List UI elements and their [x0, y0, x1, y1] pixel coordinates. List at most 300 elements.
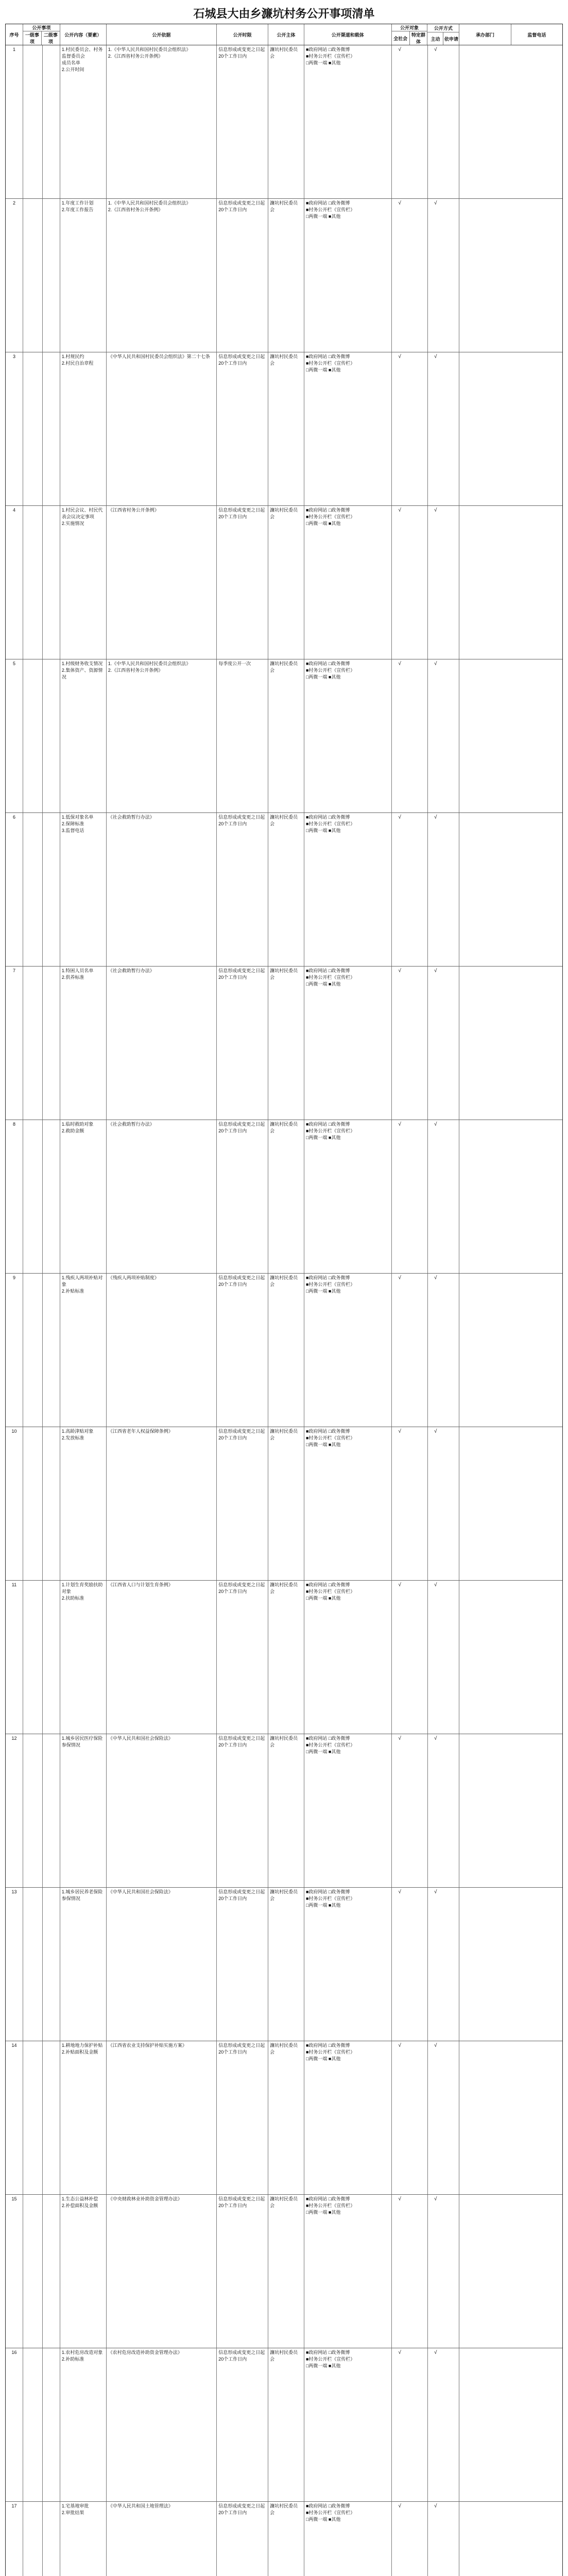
- time-cell: [217, 45, 268, 198]
- row-number: 15: [6, 2195, 23, 2348]
- table-row: [6, 1734, 562, 1888]
- channel-line: □两微一端 ■其他: [305, 1749, 341, 1754]
- basis-cell: [107, 813, 217, 966]
- subject-cell: 濂坑村民委员会: [268, 1888, 304, 2041]
- basis-line: 2.《江西省村务公开条例》: [108, 668, 163, 673]
- channel-line: ■政府网站 □政务微博: [305, 1275, 350, 1280]
- channel-line: ■村务公开栏（宣传栏）: [305, 1435, 355, 1440]
- mode-active-check: √: [434, 1736, 437, 1741]
- mode-cell: [428, 1427, 460, 1580]
- mode-request-check: [443, 2042, 459, 2193]
- scope-specific-check: [408, 1275, 424, 1426]
- channel-line: □两微一端 ■其他: [305, 367, 341, 372]
- time-cell: [217, 2348, 268, 2501]
- row-number: 12: [6, 1734, 23, 1887]
- scope-specific-check: [408, 2503, 424, 2576]
- channel-line: ■政府网站 □政务微博: [305, 2350, 350, 2355]
- mode-active-check: √: [434, 815, 437, 820]
- scope-cell: [392, 2502, 428, 2576]
- remark-cell: [459, 1427, 562, 1580]
- channel-line: □两微一端 ■其他: [305, 1289, 341, 1294]
- channel-line: ■政府网站 □政务微博: [305, 47, 350, 52]
- content-cell: [60, 506, 107, 659]
- scope-cell: [392, 2195, 428, 2348]
- channel-cell: [304, 2041, 392, 2194]
- subject-cell: 濂坑村民委员会: [268, 1581, 304, 1734]
- row-number: 6: [6, 813, 23, 966]
- basis-line: 《江西省农业支持保护补贴实施方案》: [108, 2043, 187, 2048]
- scope-all-check: √: [398, 1429, 401, 1434]
- channel-line: □两微一端 ■其他: [305, 2517, 341, 2522]
- level2-cell: [43, 2348, 60, 2501]
- scope-specific-check: [408, 1582, 424, 1733]
- time-cell: [217, 1888, 268, 2041]
- content-line: 2.补贴标准: [61, 1289, 84, 1294]
- basis-cell: [107, 1120, 217, 1273]
- basis-line: 2.《江西省村务公开条例》: [108, 207, 163, 212]
- channel-line: ■政府网站 □政务微博: [305, 1429, 350, 1434]
- level2-cell: [43, 659, 60, 812]
- basis-line: 《社会救助暂行办法》: [108, 815, 154, 820]
- table-row: [6, 2195, 562, 2348]
- content-cell: [60, 1120, 107, 1273]
- content-line: 1.低保对象名单: [61, 815, 94, 820]
- level2-cell: [43, 1120, 60, 1273]
- content-line: 1.高龄津贴对象: [61, 1429, 94, 1434]
- channel-line: ■村务公开栏（宣传栏）: [305, 2203, 355, 2208]
- scope-all-check: √: [398, 1736, 401, 1741]
- header-scope-all: 全社会: [392, 31, 410, 45]
- row-number: 1: [6, 45, 23, 198]
- level1-cell: [23, 1120, 43, 1273]
- mode-cell: [428, 813, 460, 966]
- content-cell: [60, 1734, 107, 1887]
- content-cell: [60, 1427, 107, 1580]
- remark-cell: [459, 967, 562, 1120]
- scope-specific-check: [408, 200, 424, 351]
- basis-cell: [107, 2041, 217, 2194]
- scope-cell: [392, 2348, 428, 2501]
- table-row: [6, 1274, 562, 1427]
- header-mode-label: 公开方式: [427, 24, 459, 32]
- header-mode-active: 主动: [427, 32, 443, 45]
- channel-line: ■村务公开栏（宣传栏）: [305, 821, 355, 826]
- content-line: 2.发放标准: [61, 1435, 84, 1440]
- content-cell: [60, 2041, 107, 2194]
- scope-cell: [392, 2041, 428, 2194]
- mode-cell: [428, 1120, 460, 1273]
- content-line: 2.补助标准: [61, 2357, 84, 2362]
- basis-line: 《中华人民共和国社会保险法》: [108, 1736, 173, 1741]
- level1-cell: [23, 1581, 43, 1734]
- header-subject: 公开主体: [268, 24, 304, 45]
- table-row: [6, 506, 562, 659]
- channel-cell: [304, 813, 392, 966]
- content-line: 成员名单: [61, 60, 80, 65]
- basis-cell: [107, 199, 217, 352]
- scope-cell: [392, 199, 428, 352]
- header-channel: 公开渠道和载体: [304, 24, 392, 45]
- channel-line: ■政府网站 □政务微博: [305, 815, 350, 820]
- time-cell: [217, 199, 268, 352]
- content-line: 2.公开时间: [61, 67, 84, 72]
- time-cell: [217, 2041, 268, 2194]
- subject-cell: 濂坑村民委员会: [268, 199, 304, 352]
- channel-line: □两微一端 ■其他: [305, 521, 341, 526]
- channel-line: ■村务公开栏（宣传栏）: [305, 207, 355, 212]
- basis-line: 1.《中华人民共和国村民委员会组织法》: [108, 200, 191, 206]
- basis-cell: [107, 2348, 217, 2501]
- remark-cell: [459, 2348, 562, 2501]
- channel-line: ■村务公开栏（宣传栏）: [305, 2357, 355, 2362]
- header-no: 序号: [6, 24, 23, 45]
- subject-cell: 濂坑村民委员会: [268, 1427, 304, 1580]
- mode-cell: [428, 1734, 460, 1887]
- time-cell: [217, 967, 268, 1120]
- content-line: 2.村民自治章程: [61, 361, 94, 366]
- content-line: 2.集体资产、资源情况: [61, 668, 103, 680]
- time-line: 信息形成或变更之日起20个工作日内: [218, 2503, 265, 2515]
- basis-cell: [107, 1427, 217, 1580]
- time-line: 信息形成或变更之日起20个工作日内: [218, 507, 265, 519]
- table-row: [6, 1427, 562, 1581]
- row-number: 16: [6, 2348, 23, 2501]
- channel-cell: [304, 1274, 392, 1427]
- row-number: 7: [6, 967, 23, 1120]
- level1-cell: [23, 1888, 43, 2041]
- channel-line: ■村务公开栏（宣传栏）: [305, 1589, 355, 1594]
- mode-request-check: [443, 814, 459, 965]
- row-number: 11: [6, 1581, 23, 1734]
- level1-cell: [23, 659, 43, 812]
- subject-cell: 濂坑村民委员会: [268, 967, 304, 1120]
- channel-line: ■村务公开栏（宣传栏）: [305, 1282, 355, 1287]
- channel-line: ■政府网站 □政务微博: [305, 2043, 350, 2048]
- row-number: 9: [6, 1274, 23, 1427]
- mode-active-check: √: [434, 1889, 437, 1895]
- mode-cell: [428, 1274, 460, 1427]
- header-scope-specific: 特定群体: [411, 32, 426, 44]
- scope-all-check: √: [398, 1582, 401, 1588]
- remark-cell: [459, 1274, 562, 1427]
- mode-request-check: [443, 2196, 459, 2347]
- row-number: 4: [6, 506, 23, 659]
- content-cell: [60, 813, 107, 966]
- basis-cell: [107, 1581, 217, 1734]
- content-line: 1.临时救助对象: [61, 1122, 94, 1127]
- scope-all-check: √: [398, 1122, 401, 1127]
- channel-line: □两微一端 ■其他: [305, 674, 341, 680]
- scope-all-check: √: [398, 1275, 401, 1281]
- table-row: [6, 352, 562, 506]
- channel-line: □两微一端 ■其他: [305, 828, 341, 833]
- basis-cell: [107, 967, 217, 1120]
- time-line: 信息形成或变更之日起20个工作日内: [218, 47, 265, 59]
- scope-cell: [392, 1888, 428, 2041]
- remark-cell: [459, 45, 562, 198]
- basis-cell: [107, 1734, 217, 1887]
- mode-cell: [428, 1581, 460, 1734]
- channel-cell: [304, 1581, 392, 1734]
- table-row: [6, 1120, 562, 1274]
- mode-request-check: [443, 660, 459, 811]
- basis-line: 《中华人民共和国土地管理法》: [108, 2503, 173, 2509]
- header-mode-request: 依申请: [444, 36, 458, 42]
- scope-all-check: √: [398, 661, 401, 667]
- basis-cell: [107, 1274, 217, 1427]
- table-row: [6, 45, 562, 199]
- content-line: 3.监督电话: [61, 828, 84, 833]
- mode-active-check: √: [434, 200, 437, 206]
- time-cell: [217, 2195, 268, 2348]
- table-row: [6, 1581, 562, 1734]
- table-row: [6, 2348, 562, 2502]
- table-header: [6, 24, 562, 45]
- level2-cell: [43, 1274, 60, 1427]
- channel-cell: [304, 45, 392, 198]
- time-cell: [217, 506, 268, 659]
- time-cell: [217, 1120, 268, 1273]
- mode-active-check: √: [434, 2350, 437, 2355]
- subject-cell: 濂坑村民委员会: [268, 1734, 304, 1887]
- remark-cell: [459, 199, 562, 352]
- content-cell: [60, 2502, 107, 2576]
- scope-all-check: √: [398, 2043, 401, 2048]
- time-cell: [217, 1734, 268, 1887]
- content-line: 1.农村危房改造对象: [61, 2350, 103, 2355]
- channel-line: ■村务公开栏（宣传栏）: [305, 514, 355, 519]
- channel-line: □两微一端 ■其他: [305, 214, 341, 219]
- scope-cell: [392, 506, 428, 659]
- basis-line: 2.《江西省村务公开条例》: [108, 54, 163, 59]
- scope-cell: [392, 1120, 428, 1273]
- header-level2: 二级事项: [43, 32, 58, 44]
- mode-active-check: √: [434, 968, 437, 974]
- scope-all-check: √: [398, 200, 401, 206]
- channel-line: ■政府网站 □政务微博: [305, 2503, 350, 2509]
- mode-active-check: √: [434, 1275, 437, 1281]
- channel-line: □两微一端 ■其他: [305, 1596, 341, 1601]
- remark-cell: [459, 659, 562, 812]
- header-remark-group: [459, 24, 562, 45]
- table-row: [6, 967, 562, 1120]
- channel-cell: [304, 199, 392, 352]
- channel-cell: [304, 506, 392, 659]
- basis-line: 《中央财政林业补助资金管理办法》: [108, 2196, 182, 2201]
- remark-cell: [459, 1888, 562, 2041]
- basis-line: 1.《中华人民共和国村民委员会组织法》: [108, 661, 191, 666]
- basis-line: 《江西省老年人权益保障条例》: [108, 1429, 173, 1434]
- header-level1: 一级事项: [23, 31, 42, 45]
- content-line: 1.年度工作计划: [61, 200, 94, 206]
- content-line: 1.村级财务收支情况: [61, 661, 103, 666]
- time-line: 信息形成或变更之日起20个工作日内: [218, 1736, 265, 1748]
- content-cell: [60, 1581, 107, 1734]
- channel-line: □两微一端 ■其他: [305, 1135, 341, 1140]
- mode-cell: [428, 506, 460, 659]
- basis-line: 《中华人民共和国社会保险法》: [108, 1889, 173, 1894]
- time-cell: [217, 1427, 268, 1580]
- channel-line: □两微一端 ■其他: [305, 981, 341, 987]
- table-row: [6, 2041, 562, 2195]
- time-line: 每季度公开一次: [218, 661, 251, 666]
- row-number: 10: [6, 1427, 23, 1580]
- basis-cell: [107, 352, 217, 505]
- scope-specific-check: [408, 2196, 424, 2347]
- content-line: 2.实施情况: [61, 521, 84, 526]
- remark-cell: [459, 2502, 562, 2576]
- basis-cell: [107, 45, 217, 198]
- content-line: 1.残疾人两项补贴对象: [61, 1275, 103, 1287]
- mode-active-check: √: [434, 2196, 437, 2202]
- level1-cell: [23, 45, 43, 198]
- header-basis: 公开依据: [107, 24, 217, 45]
- subject-cell: 濂坑村民委员会: [268, 506, 304, 659]
- scope-all-check: √: [398, 507, 401, 513]
- mode-active-check: √: [434, 1582, 437, 1588]
- content-line: 1.特困人员名单: [61, 968, 94, 973]
- content-line: 2.保障标准: [61, 821, 84, 826]
- level1-cell: [23, 506, 43, 659]
- channel-line: ■政府网站 □政务微博: [305, 661, 350, 666]
- level1-cell: [23, 967, 43, 1120]
- content-line: 2.救助金额: [61, 1128, 84, 1133]
- level2-cell: [43, 813, 60, 966]
- scope-specific-check: [408, 1121, 424, 1272]
- mode-cell: [428, 2041, 460, 2194]
- level2-cell: [43, 352, 60, 505]
- level1-cell: [23, 2195, 43, 2348]
- content-cell: [60, 45, 107, 198]
- row-number: 8: [6, 1120, 23, 1273]
- row-number: 2: [6, 199, 23, 352]
- channel-line: □两微一端 ■其他: [305, 1442, 341, 1447]
- content-line: 2.供养标准: [61, 975, 84, 980]
- header-scope-group: [392, 24, 428, 45]
- basis-line: 《中华人民共和国村民委员会组织法》第二十七条: [108, 354, 210, 359]
- content-line: 1.村民委员会、村务监督委员会: [61, 47, 103, 59]
- channel-line: ■政府网站 □政务微博: [305, 200, 350, 206]
- scope-all-check: √: [398, 968, 401, 974]
- channel-cell: [304, 967, 392, 1120]
- basis-line: 《残疾人两项补贴制度》: [108, 1275, 159, 1280]
- time-line: 信息形成或变更之日起20个工作日内: [218, 1582, 265, 1594]
- time-line: 信息形成或变更之日起20个工作日内: [218, 1122, 265, 1133]
- row-number: 17: [6, 2502, 23, 2576]
- level1-cell: [23, 813, 43, 966]
- scope-specific-check: [408, 46, 424, 197]
- mode-cell: [428, 45, 460, 198]
- content-cell: [60, 967, 107, 1120]
- mode-cell: [428, 1888, 460, 2041]
- time-line: 信息形成或变更之日起20个工作日内: [218, 200, 265, 212]
- channel-cell: [304, 1427, 392, 1580]
- time-line: 信息形成或变更之日起20个工作日内: [218, 354, 265, 366]
- basis-line: 《社会救助暂行办法》: [108, 968, 154, 973]
- content-line: 2.审批结果: [61, 2510, 84, 2515]
- scope-cell: [392, 1274, 428, 1427]
- basis-cell: [107, 506, 217, 659]
- content-line: 1.城乡居民医疗保险参保情况: [61, 1736, 103, 1748]
- channel-line: ■政府网站 □政务微博: [305, 1582, 350, 1587]
- mode-active-check: √: [434, 47, 437, 53]
- subject-cell: 濂坑村民委员会: [268, 2348, 304, 2501]
- channel-line: □两微一端 ■其他: [305, 2210, 341, 2215]
- time-line: 信息形成或变更之日起20个工作日内: [218, 2350, 265, 2362]
- channel-line: ■政府网站 □政务微博: [305, 968, 350, 973]
- mode-request-check: [443, 1582, 459, 1733]
- content-cell: [60, 1274, 107, 1427]
- level1-cell: [23, 1734, 43, 1887]
- content-line: 1.村规民约: [61, 354, 84, 359]
- channel-cell: [304, 1734, 392, 1887]
- scope-specific-check: [408, 2042, 424, 2193]
- disclosure-table: [5, 24, 563, 2576]
- channel-line: □两微一端 ■其他: [305, 60, 341, 65]
- remark-cell: [459, 506, 562, 659]
- table-row: [6, 813, 562, 967]
- channel-line: ■村务公开栏（宣传栏）: [305, 1896, 355, 1901]
- channel-cell: [304, 2502, 392, 2576]
- table-body: [6, 45, 562, 2576]
- remark-cell: [459, 1581, 562, 1734]
- content-cell: [60, 2195, 107, 2348]
- scope-cell: [392, 967, 428, 1120]
- channel-line: ■村务公开栏（宣传栏）: [305, 361, 355, 366]
- subject-cell: 濂坑村民委员会: [268, 1120, 304, 1273]
- time-cell: [217, 1581, 268, 1734]
- subject-cell: 濂坑村民委员会: [268, 352, 304, 505]
- subject-cell: 濂坑村民委员会: [268, 659, 304, 812]
- time-cell: [217, 2502, 268, 2576]
- scope-all-check: √: [398, 354, 401, 360]
- mode-request-check: [443, 2349, 459, 2500]
- level1-cell: [23, 2348, 43, 2501]
- content-line: 1.村民会议、村民代表会议决定事项: [61, 507, 103, 519]
- level2-cell: [43, 1581, 60, 1734]
- scope-all-check: √: [398, 2350, 401, 2355]
- level2-cell: [43, 1734, 60, 1887]
- row-number: 14: [6, 2041, 23, 2194]
- mode-request-check: [443, 1735, 459, 1886]
- scope-specific-check: [408, 1735, 424, 1886]
- channel-line: ■村务公开栏（宣传栏）: [305, 1128, 355, 1133]
- channel-line: ■村务公开栏（宣传栏）: [305, 1742, 355, 1748]
- mode-request-check: [443, 968, 459, 1118]
- mode-cell: [428, 2195, 460, 2348]
- time-line: 信息形成或变更之日起20个工作日内: [218, 2043, 265, 2055]
- level1-cell: [23, 1274, 43, 1427]
- channel-line: ■村务公开栏（宣传栏）: [305, 668, 355, 673]
- channel-line: ■政府网站 □政务微博: [305, 354, 350, 359]
- content-cell: [60, 659, 107, 812]
- content-line: 1.计划生育奖励扶助对象: [61, 1582, 103, 1594]
- time-line: 信息形成或变更之日起20个工作日内: [218, 1889, 265, 1901]
- time-cell: [217, 352, 268, 505]
- basis-cell: [107, 2502, 217, 2576]
- scope-specific-check: [408, 1889, 424, 2040]
- time-cell: [217, 813, 268, 966]
- channel-line: □两微一端 ■其他: [305, 1903, 341, 1908]
- channel-line: ■村务公开栏（宣传栏）: [305, 54, 355, 59]
- mode-request-check: [443, 507, 459, 658]
- channel-line: ■政府网站 □政务微博: [305, 1736, 350, 1741]
- header-item-group: [23, 24, 60, 45]
- mode-cell: [428, 2348, 460, 2501]
- mode-active-check: √: [434, 1429, 437, 1434]
- table-row: [6, 2502, 562, 2576]
- level2-cell: [43, 2041, 60, 2194]
